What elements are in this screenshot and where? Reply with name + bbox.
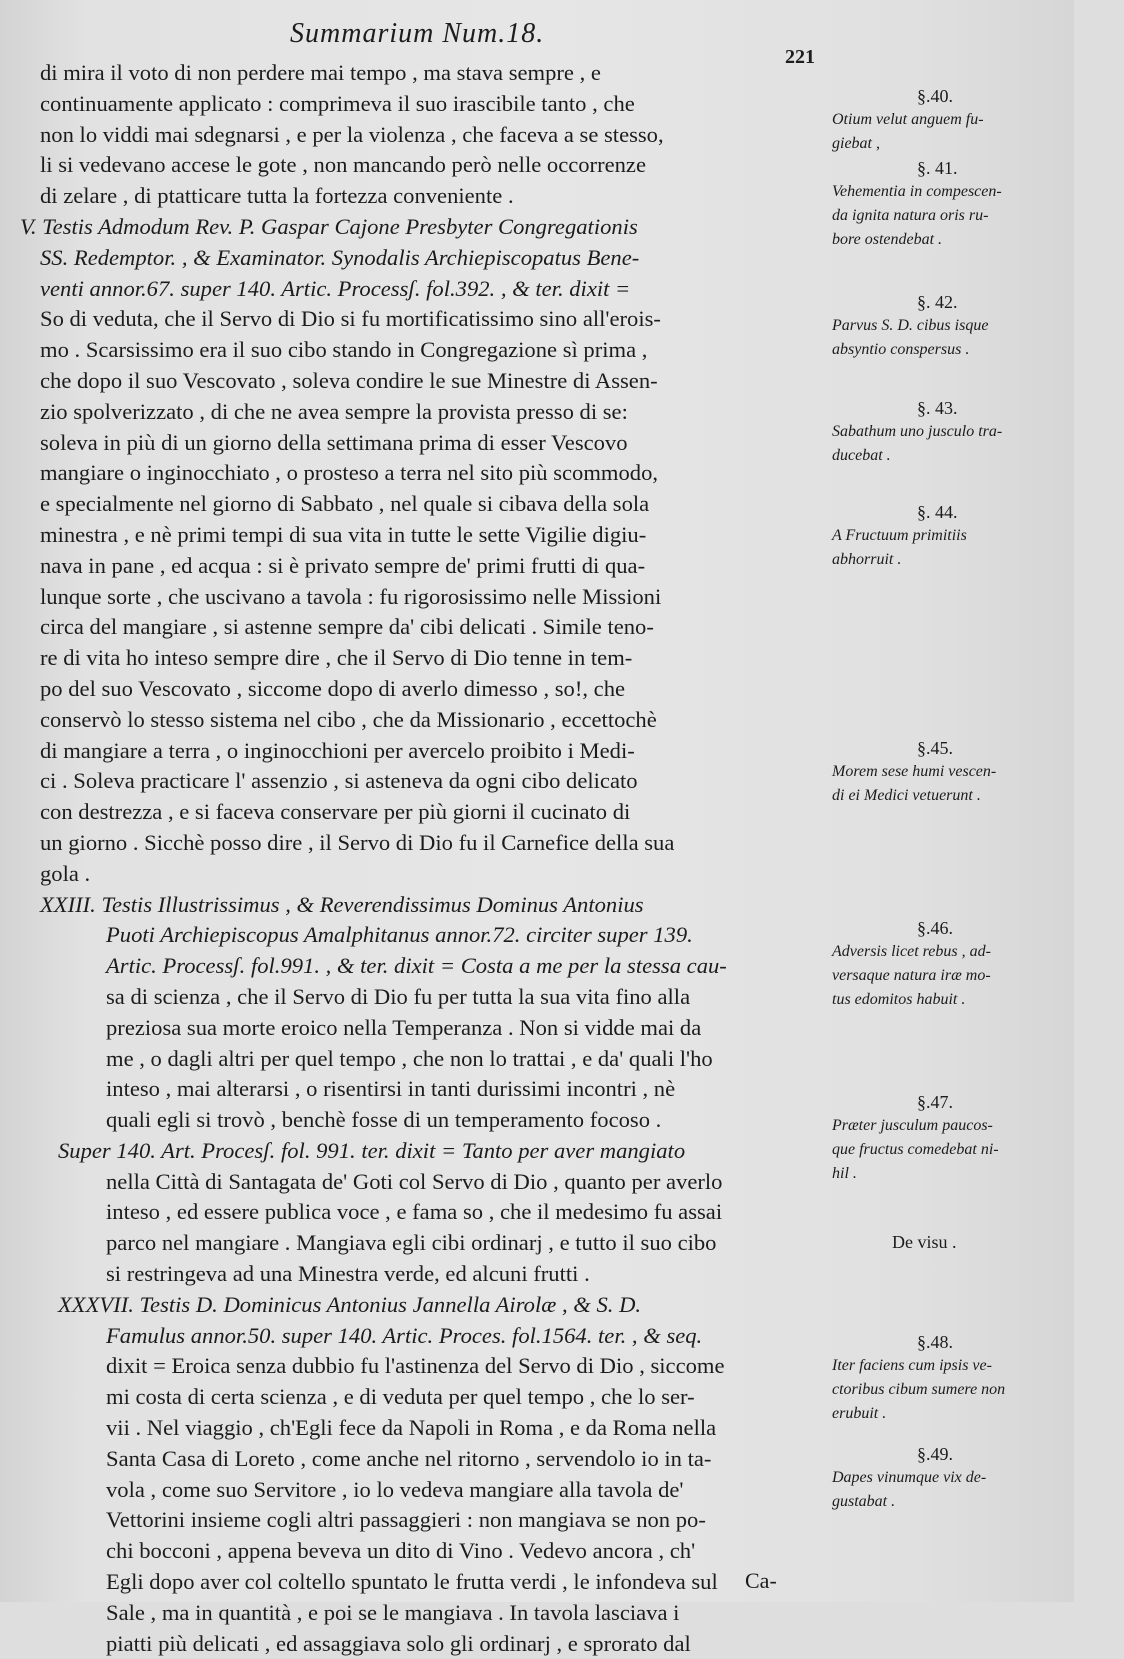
text-line: con destrezza , e si faceva conservare per più giorni il cucinato di [40, 799, 631, 825]
text-line: nella Città di Santagata de' Goti col Servo di Dio , quanto per averlo [106, 1168, 723, 1194]
text-line: chi bocconi , appena beveva un dito di Vino . Vedevo ancora , ch' [106, 1538, 696, 1564]
text-line: Vettorini insieme cogli altri passaggieri : non mangiava se non po- [106, 1507, 706, 1533]
margin-note [832, 84, 1064, 156]
text-line: Famulus annor.50. super 140. Artic. Proces. fol.1564. ter. , & seq. [106, 1322, 703, 1348]
margin-note [832, 156, 1064, 252]
text-line: gola . [40, 860, 91, 886]
note-text: Vehementia in compescen- da ignita natura oris ru- bore ostendebat . [832, 183, 1002, 248]
text-line: mo . Scarsissimo era il suo cibo stando in Congregazione sì prima , [40, 337, 648, 363]
section-number: §.49. [917, 1444, 953, 1464]
text-line: lunque sorte , che uscivano a tavola : fu rigorosissimo nelle Missioni [40, 583, 662, 609]
margin-note [832, 1442, 1064, 1514]
text-line: continuamente applicato : comprimeva il suo irascibile tanto , che [40, 90, 635, 116]
text-line: piatti più delicati , ed assaggiava solo gli ordinarj , e sprorato dal [106, 1630, 691, 1656]
note-text: Iter faciens cum ipsis ve- ctoribus cibum sumere non erubuit . [832, 1357, 1006, 1422]
page-number: 221 [785, 46, 815, 68]
section-number: §.40. [917, 86, 953, 106]
text-line: XXXVII. Testis D. Dominicus Antonius Jannella Airolæ , & S. D. [58, 1291, 642, 1317]
text-line: ci . Soleva practicare l' assenzio , si asteneva da ogni cibo delicato [40, 768, 638, 794]
text-line: zio spolverizzato , di che ne avea sempre la provista presso di se: [40, 398, 628, 424]
text-line: quali egli si trovò , benchè fosse di un temperamento focoso . [106, 1107, 662, 1133]
section-number: §. 43. [917, 398, 958, 418]
text-line: inteso , ed essere publica voce , e fama so , che il medesimo fu assai [106, 1199, 723, 1225]
text-line: mi costa di certa scienza , e di veduta per quel tempo , che lo ser- [106, 1384, 695, 1410]
note-text: Morem sese humi vescen- di ei Medici vetuerunt . [832, 763, 997, 804]
body-text [20, 58, 830, 1659]
note-text: Sabathum uno jusculo tra- ducebat . [832, 423, 1003, 464]
text-line: Santa Casa di Loreto , come anche nel ritorno , servendolo io in ta- [106, 1445, 712, 1471]
text-line: non lo viddi mai sdegnarsi , e per la violenza , che faceva a se stesso, [40, 121, 664, 147]
text-line: venti annor.67. super 140. Artic. Processʃ. fol.392. , & ter. dixit = [40, 275, 631, 301]
margin-note [832, 1090, 1064, 1186]
text-line: minestra , e nè primi tempi di sua vita in tutte le sette Vigilie digiu- [40, 521, 647, 547]
note-text: Dapes vinumque vix de- gustabat . [832, 1469, 987, 1510]
text-line: conservò lo stesso sistema nel cibo , che da Missionario , eccettochè [40, 706, 657, 732]
text-line: parco nel mangiare . Mangiava egli cibi ordinarj , e tutto il suo cibo [106, 1230, 717, 1256]
margin-note [832, 396, 1064, 468]
section-number: §. 42. [917, 292, 958, 312]
margin-note [832, 1230, 1124, 1254]
text-line: SS. Redemptor. , & Examinator. Synodalis Archiepiscopatus Bene- [40, 244, 640, 270]
text-line: vii . Nel viaggio , ch'Egli fece da Napoli in Roma , e da Roma nella [106, 1415, 717, 1441]
text-line: si restringeva ad una Minestra verde, ed alcuni frutti . [106, 1261, 590, 1287]
margin-note [832, 916, 1064, 1012]
section-number: §.47. [917, 1092, 953, 1112]
text-line: soleva in più di un giorno della settimana prima di esser Vescovo [40, 429, 628, 455]
text-line: dixit = Eroica senza dubbio fu l'astinenza del Servo di Dio , siccome [106, 1353, 725, 1379]
section-number: §.45. [917, 738, 953, 758]
note-text: Præter jusculum paucos- que fructus comedebat ni- hil . [832, 1117, 999, 1182]
text-line: inteso , mai alterarsi , o risentirsi in tanti durissimi incontri , nè [106, 1076, 676, 1102]
catchword: Ca- [745, 1568, 777, 1593]
text-line: Artic. Processʃ. fol.991. , & ter. dixit = Costa a me per la stessa cau- [106, 953, 727, 979]
text-line: So di veduta, che il Servo di Dio si fu mortificatissimo sino all'erois- [40, 306, 661, 332]
text-line: re di vita ho inteso sempre dire , che il Servo di Dio tenne in tem- [40, 645, 633, 671]
running-title: Summarium Num.18. [290, 18, 545, 49]
text-line: V. Testis Admodum Rev. P. Gaspar Cajone Presbyter Congregationis [20, 213, 638, 239]
text-line: di mangiare a terra , o inginocchioni per avercelo proibito i Medi- [40, 737, 635, 763]
text-line: XXIII. Testis Illustrissimus , & Reverendissimus Dominus Antonius [40, 891, 644, 917]
note-text: A Fructuum primitiis abhorruit . [832, 527, 967, 568]
text-line: un giorno . Sicchè posso dire , il Servo di Dio fu il Carnefice della sua [40, 829, 675, 855]
text-line: sa di scienza , che il Servo di Dio fu per tutta la sua vita fino alla [106, 983, 691, 1009]
margin-note [832, 290, 1064, 362]
text-line: li si vedevano accese le gote , non mancando però nelle occorrenze [40, 152, 646, 178]
text-line: me , o dagli altri per quel tempo , che non lo trattai , e da' quali l'ho [106, 1045, 713, 1071]
note-text: Adversis licet rebus , ad- versaque natura iræ mo- tus edomitos habuit . [832, 943, 991, 1008]
text-line: nava in pane , ed acqua : si è privato sempre de' primi frutti di qua- [40, 552, 646, 578]
text-line: circa del mangiare , si astenne sempre da' cibi delicati . Simile teno- [40, 614, 654, 640]
margin-note [832, 736, 1064, 808]
text-line: Egli dopo aver col coltello spuntato le frutta verdi , le infondeva sul [106, 1569, 718, 1595]
text-line: che dopo il suo Vescovato , soleva condire le sue Minestre di Assen- [40, 367, 658, 393]
text-line: mangiare o inginocchiato , o prosteso a terra nel sito più scommodo, [40, 460, 659, 486]
margin-note [832, 1330, 1064, 1426]
section-number: §.48. [917, 1332, 953, 1352]
text-line: po del suo Vescovato , siccome dopo di averlo dimesso , so!, che [40, 675, 626, 701]
note-text: Otium velut anguem fu- giebat , [832, 111, 984, 152]
section-number: §. 41. [917, 158, 958, 178]
margin-note [832, 500, 1064, 572]
note-text: Parvus S. D. cibus isque absyntio conspersus . [832, 317, 989, 358]
section-number: §. 44. [917, 502, 958, 522]
text-line: preziosa sua morte eroico nella Temperanza . Non si vidde mai da [106, 1014, 702, 1040]
note-text: De visu . [892, 1232, 957, 1252]
section-number: §.46. [917, 918, 953, 938]
text-line: di zelare , di ptatticare tutta la fortezza conveniente . [40, 183, 514, 209]
text-line: e specialmente nel giorno di Sabbato , nel quale si cibava della sola [40, 491, 650, 517]
text-line: Puoti Archiepiscopus Amalphitanus annor.72. circiter super 139. [106, 922, 693, 948]
text-line: di mira il voto di non perdere mai tempo , ma stava sempre , e [40, 60, 601, 85]
text-line: Super 140. Art. Procesʃ. fol. 991. ter. dixit = Tanto per aver mangiato [58, 1137, 686, 1163]
text-line: vola , come suo Servitore , io lo vedeva mangiare alla tavola de' [106, 1476, 684, 1502]
text-line: Sale , ma in quantità , e poi se le mangiava . In tavola lasciava i [106, 1599, 680, 1625]
